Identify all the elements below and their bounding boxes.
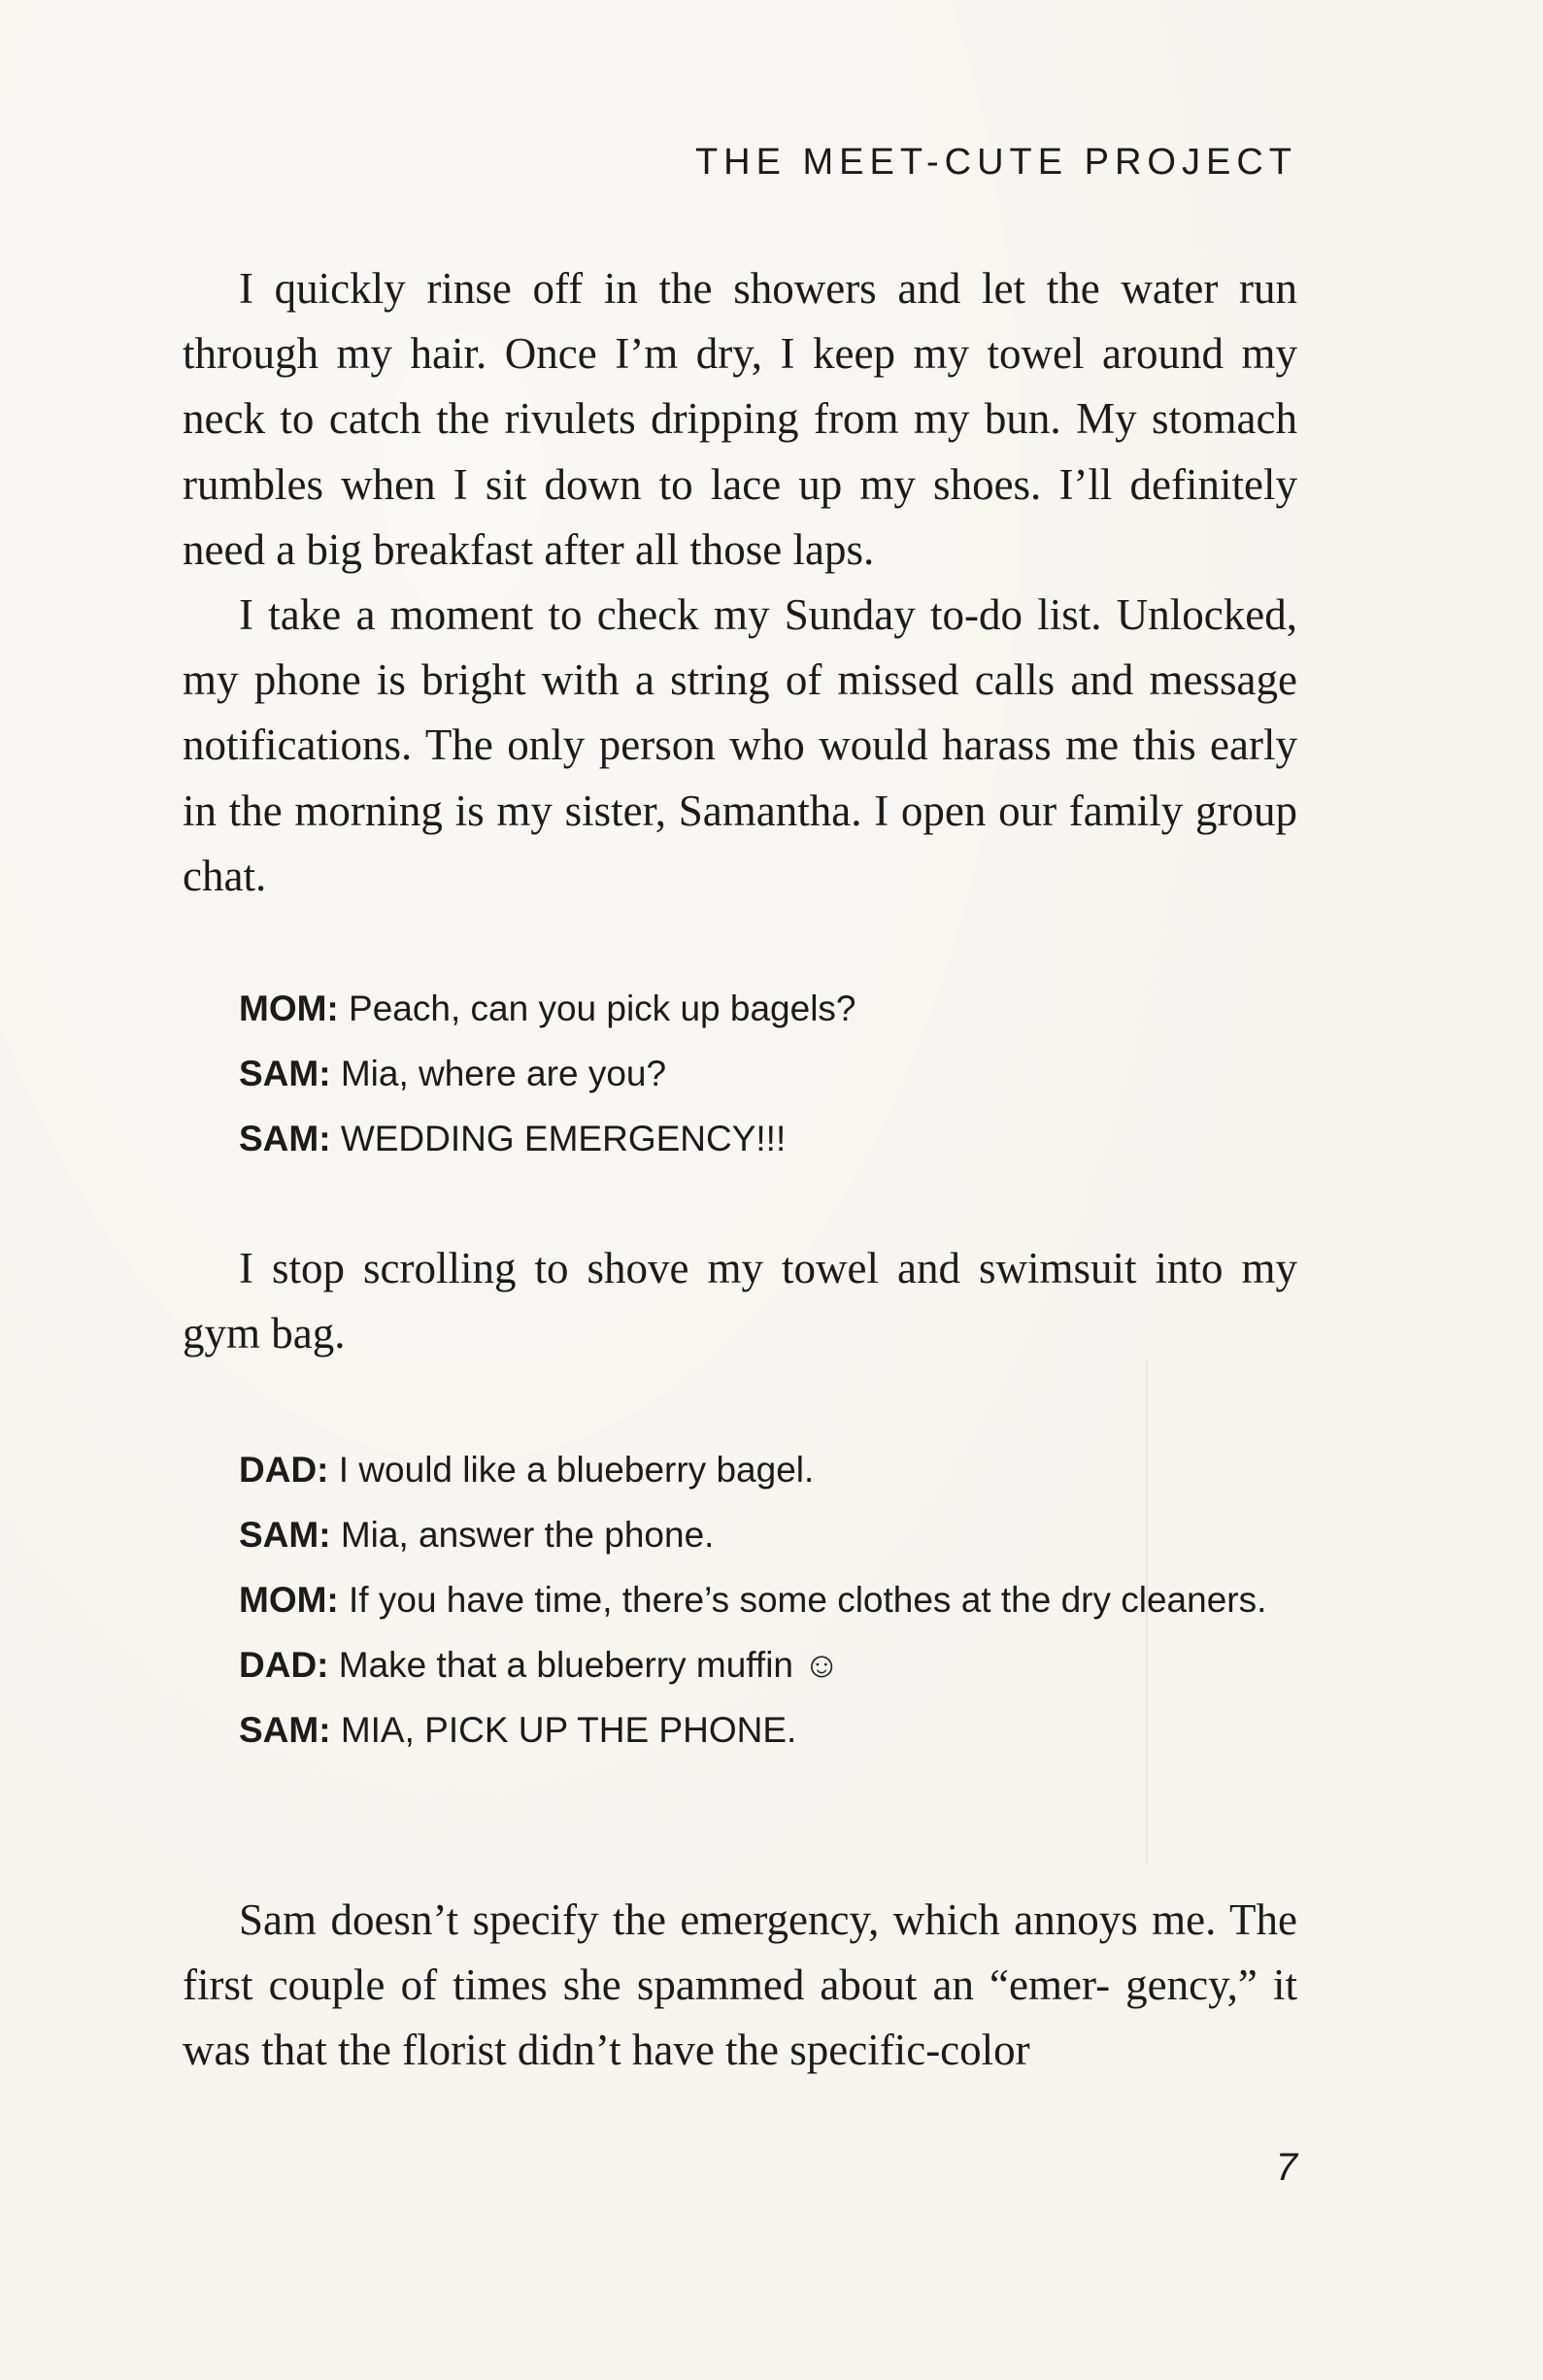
body-text-middle	[183, 1236, 1297, 1366]
paragraph: I quickly rinse off in the showers and let the water run through my hair. Once I’m dry, I keep my towel around my neck to catch the rivulets dripping from my bun. My stomach rumbles when I sit down to lace up my shoes. I’ll definitely need a big breakfast after all those laps.	[183, 264, 1297, 574]
chat-speaker: SAM:	[239, 1119, 331, 1158]
chat-speaker: SAM:	[239, 1710, 331, 1750]
chat-text: MIA, PICK UP THE PHONE.	[340, 1710, 797, 1750]
chat-speaker: MOM:	[239, 1580, 339, 1620]
chat-speaker: SAM:	[239, 1515, 331, 1555]
chat-speaker: DAD:	[239, 1645, 329, 1685]
chat-message	[239, 976, 1297, 1041]
chat-message	[239, 1632, 1297, 1697]
chat-text: Make that a blueberry muffin ☺	[338, 1645, 841, 1685]
chat-speaker: MOM:	[239, 989, 339, 1028]
paragraph: Sam doesn’t specify the emergency, which annoys me. The first couple of times she spammed about an “emer- gency,” it was that the florist didn’t have the specific-color	[183, 1895, 1297, 2075]
chat-text: WEDDING EMERGENCY!!!	[340, 1119, 787, 1158]
chat-text: If you have time, there’s some clothes at the dry cleaners.	[349, 1580, 1267, 1620]
chat-text: Mia, answer the phone.	[340, 1515, 715, 1555]
chat-message	[239, 1697, 1297, 1762]
page-number: 7	[1275, 2146, 1297, 2189]
body-text-top	[183, 256, 1297, 909]
chat-text: Peach, can you pick up bagels?	[349, 989, 856, 1028]
group-chat-excerpt-2	[239, 1437, 1297, 1762]
chat-message	[239, 1502, 1297, 1567]
chat-message	[239, 1041, 1297, 1106]
chat-speaker: DAD:	[239, 1450, 329, 1490]
chat-text: Mia, where are you?	[340, 1054, 667, 1093]
paragraph: I take a moment to check my Sunday to-do list. Unlocked, my phone is bright with a string of missed calls and message notifications. The only person who would harass me this early in the morning is my sister, Samantha. I open our family group chat.	[183, 590, 1297, 900]
chat-message	[239, 1567, 1297, 1632]
running-head: THE MEET-CUTE PROJECT	[694, 142, 1297, 183]
group-chat-excerpt-1	[239, 976, 1297, 1171]
paragraph: I stop scrolling to shove my towel and swimsuit into my gym bag.	[183, 1244, 1297, 1358]
body-text-bottom	[183, 1888, 1297, 2084]
chat-text: I would like a blueberry bagel.	[338, 1450, 815, 1490]
chat-message	[239, 1437, 1297, 1502]
chat-speaker: SAM:	[239, 1054, 331, 1093]
chat-message	[239, 1106, 1297, 1171]
